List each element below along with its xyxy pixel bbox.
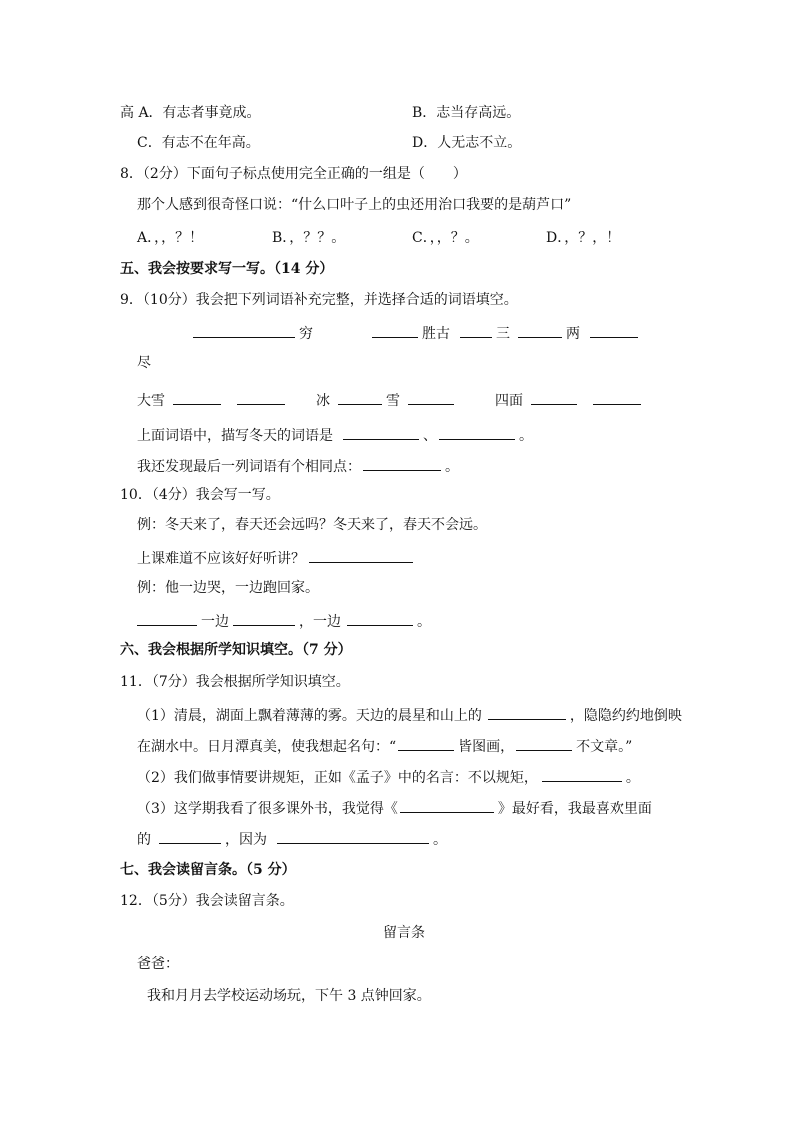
q10-line-1 (137, 548, 417, 568)
q11-p3-a: （3）这学期我看了很多课外书，我觉得《 (137, 801, 398, 817)
q10-line-2-end: 。 (417, 614, 431, 630)
q11-p2 (137, 767, 640, 787)
q9-row3c (495, 390, 645, 410)
q12-stem: 12．（5分）我会读留言条。 (120, 893, 294, 909)
q10-example-1: 例：冬天来了，春天还会远吗？冬天来了，春天不会远。 (137, 517, 487, 533)
q10-line-1-text: 上课难道不应该好好听讲？ (137, 551, 305, 567)
q11-p3-line2 (137, 829, 447, 849)
q9-winter-prompt: 上面词语中，描写冬天的词语是 (137, 428, 333, 444)
blank[interactable] (137, 611, 197, 626)
blank[interactable] (343, 425, 419, 440)
blank[interactable] (363, 456, 441, 471)
q9-winter-line (137, 425, 533, 445)
q9-same-line (137, 456, 459, 476)
q9-word-bing: 冰 (316, 393, 330, 409)
q8-sentence: 那个人感到很奇怪口说：“什么口叶子上的虫还用治口我要的是葫芦口” (137, 197, 572, 213)
q11-p3-e: 。 (433, 832, 447, 848)
blank[interactable] (237, 390, 285, 405)
q9-word-liang: 两 (566, 326, 580, 342)
q11-p1-line1 (137, 705, 682, 725)
q11-p1-d: 皆图画， (458, 739, 515, 755)
q11-p3-c: 的 (137, 832, 151, 848)
q9-word-qiong: 穷 (299, 326, 313, 342)
blank[interactable] (347, 611, 413, 626)
blank[interactable] (460, 323, 492, 338)
blank[interactable] (398, 736, 454, 751)
blank[interactable] (338, 390, 382, 405)
blank[interactable] (159, 829, 221, 844)
q9-row1 (193, 323, 313, 343)
blank[interactable] (233, 611, 295, 626)
blank[interactable] (518, 323, 562, 338)
blank[interactable] (516, 736, 572, 751)
q11-p1-e: 不文章。” (576, 739, 633, 755)
q9-stem: 9．（10分）我会把下列词语补充完整，并选择合适的词语填空。 (120, 292, 518, 308)
q9-row1b (372, 323, 642, 343)
q11-p1-c: 在湖水中。日月潭真美，使我想起名句：“ (137, 739, 397, 755)
q8-option-a: A．，，？！ (137, 230, 204, 246)
q7-option-d: D．人无志不立。 (412, 135, 522, 151)
q8-option-b: B．，？？。 (272, 230, 346, 246)
q9-word-jin: 尽 (137, 355, 151, 371)
q9-word-san: 三 (496, 326, 510, 342)
q11-stem: 11．（7分）我会根据所学知识填空。 (120, 674, 350, 690)
q7-option-c: C．有志不在年高。 (137, 135, 260, 151)
q9-same-end: 。 (445, 459, 459, 475)
note-title: 留言条 (383, 925, 425, 941)
blank[interactable] (531, 390, 577, 405)
q10-stem: 10．（4分）我会写一写。 (120, 487, 280, 503)
q10-yibian-2: ，一边 (299, 614, 341, 630)
blank[interactable] (593, 390, 641, 405)
q10-line-2 (137, 611, 431, 631)
q11-p3-line1 (137, 798, 652, 818)
q7-option-a: 高 A．有志者事竟成。 (120, 105, 261, 121)
blank[interactable] (193, 323, 295, 338)
q7-option-b: B．志当存高远。 (412, 105, 521, 121)
q8-stem: 8．（2分）下面句子标点使用完全正确的一组是（ ） (120, 166, 467, 182)
q11-p1-a: （1）清晨，湖面上飘着薄薄的雾。天边的晨星和山上的 (137, 708, 482, 724)
blank[interactable] (277, 829, 429, 844)
q9-word-simian: 四面 (495, 393, 523, 409)
blank[interactable] (488, 705, 566, 720)
q10-example-2: 例：他一边哭，一边跑回家。 (137, 580, 319, 596)
section-5-title: 五、我会按要求写一写。（14 分） (120, 261, 334, 277)
q9-word-shenggu: 胜古 (422, 326, 450, 342)
note-greeting: 爸爸： (137, 956, 179, 972)
section-7-title: 七、我会读留言条。（5 分） (120, 862, 296, 878)
q8-option-c: C．，，？。 (412, 230, 479, 246)
q10-yibian-1: 一边 (201, 614, 229, 630)
q8-option-d: D．，？，！ (546, 230, 621, 246)
q9-same-prompt: 我还发现最后一列词语有个相同点： (137, 459, 361, 475)
blank[interactable] (542, 767, 622, 782)
blank[interactable] (372, 323, 418, 338)
q11-p2-b: 。 (625, 770, 640, 786)
blank[interactable] (173, 390, 221, 405)
q11-p2-a: （2）我们做事情要讲规矩，正如《孟子》中的名言：不以规矩， (137, 770, 538, 786)
q9-word-daxue: 大雪 (137, 393, 165, 409)
q11-p3-b: 》最好看，我最喜欢里面 (497, 801, 652, 817)
blank[interactable] (309, 548, 413, 563)
section-6-title: 六、我会根据所学知识填空。（7 分） (120, 642, 352, 658)
q9-winter-sep: 、 (423, 428, 437, 444)
note-body: 我和月月去学校运动场玩，下午 3 点钟回家。 (147, 988, 431, 1004)
q11-p1-b: ，隐隐约约地倒映 (569, 708, 682, 724)
blank[interactable] (400, 798, 494, 813)
q11-p3-d: ，因为 (225, 832, 267, 848)
q9-row3b (316, 390, 458, 410)
q11-p1-line2 (137, 736, 632, 756)
q9-row3a (137, 390, 289, 410)
q9-winter-end: 。 (519, 428, 533, 444)
blank[interactable] (590, 323, 638, 338)
blank[interactable] (439, 425, 515, 440)
q9-word-xue: 雪 (386, 393, 400, 409)
blank[interactable] (408, 390, 454, 405)
